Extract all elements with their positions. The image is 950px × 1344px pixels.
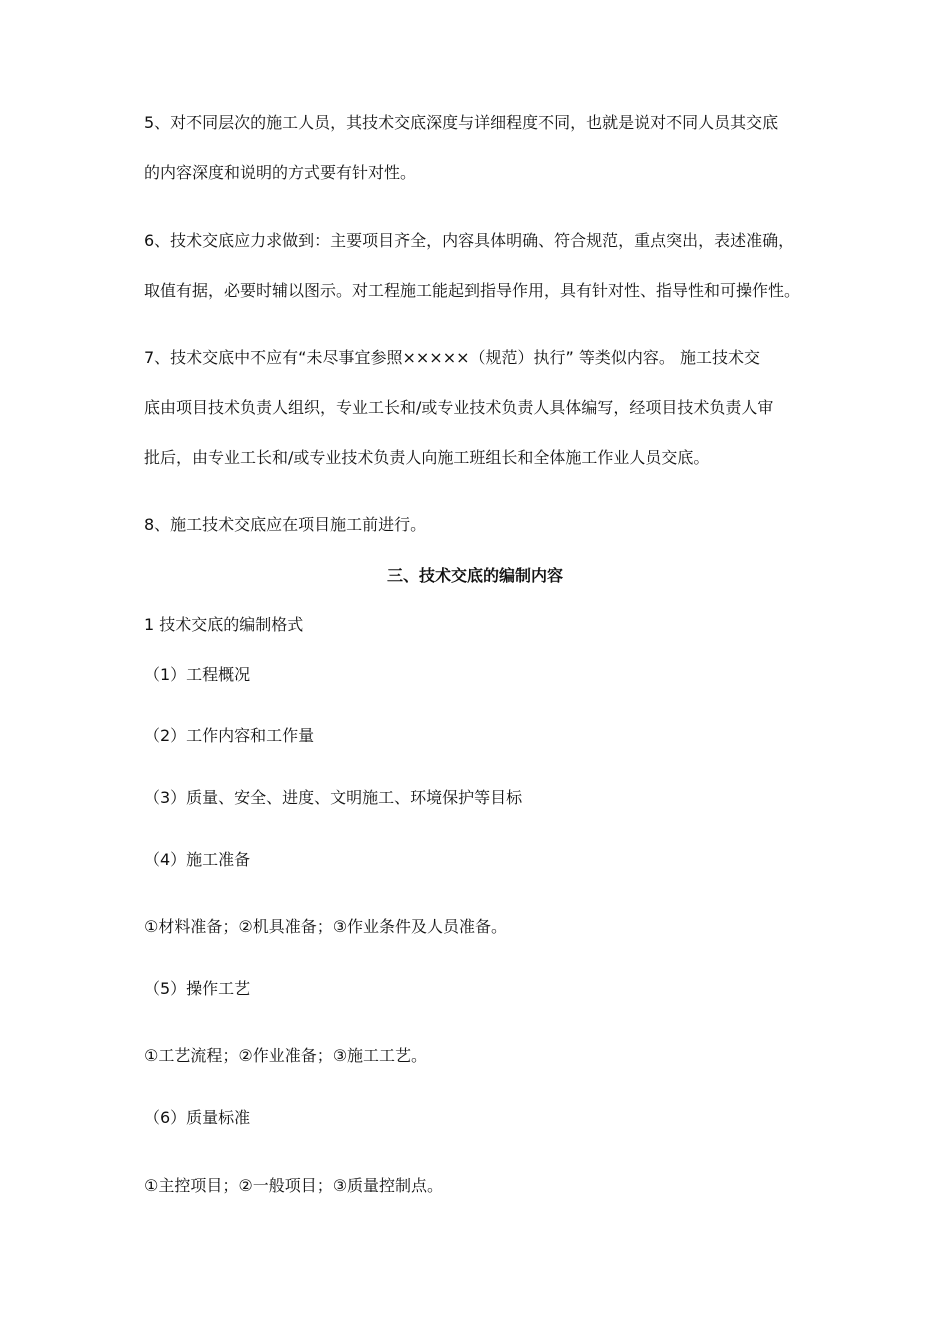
paragraph-6-line-2: 取值有据，必要时辅以图示。对工程施工能起到指导作用，具有针对性、指导性和可操作性。	[144, 281, 801, 300]
paragraph-5-line-2: 的内容深度和说明的方式要有针对性。	[144, 163, 417, 182]
list-item: （1）工程概况	[144, 665, 251, 684]
list-item: ①主控项目；②一般项目；③质量控制点。	[144, 1176, 444, 1195]
list-item: （5）操作工艺	[144, 979, 251, 998]
paragraph-5-line-1: 5、对不同层次的施工人员，其技术交底深度与详细程度不同，也就是说对不同人员其交底	[144, 113, 779, 132]
paragraph-6-line-1: 6、技术交底应力求做到：主要项目齐全，内容具体明确、符合规范，重点突出，表述准确，	[144, 231, 795, 250]
paragraph-7-line-2: 底由项目技术负责人组织，专业工长和/或专业技术负责人具体编写，经项目技术负责人审	[144, 398, 774, 417]
paragraph-8: 8、施工技术交底应在项目施工前进行。	[144, 515, 427, 534]
list-item: （4）施工准备	[144, 850, 251, 869]
section-heading: 三、技术交底的编制内容	[386, 566, 563, 585]
list-item: （3）质量、安全、进度、文明施工、环境保护等目标	[144, 788, 523, 807]
list-item: ①材料准备；②机具准备；③作业条件及人员准备。	[144, 917, 508, 936]
list-item: ①工艺流程；②作业准备；③施工工艺。	[144, 1046, 428, 1065]
list-item: 1 技术交底的编制格式	[144, 615, 304, 634]
list-item: （6）质量标准	[144, 1108, 251, 1127]
paragraph-7-line-1: 7、技术交底中不应有“未尽事宜参照×××××（规范）执行” 等类似内容。 施工技术交	[144, 348, 760, 367]
list-item: （2）工作内容和工作量	[144, 726, 315, 745]
paragraph-7-line-3: 批后，由专业工长和/或专业技术负责人向施工班组长和全体施工作业人员交底。	[144, 448, 710, 467]
